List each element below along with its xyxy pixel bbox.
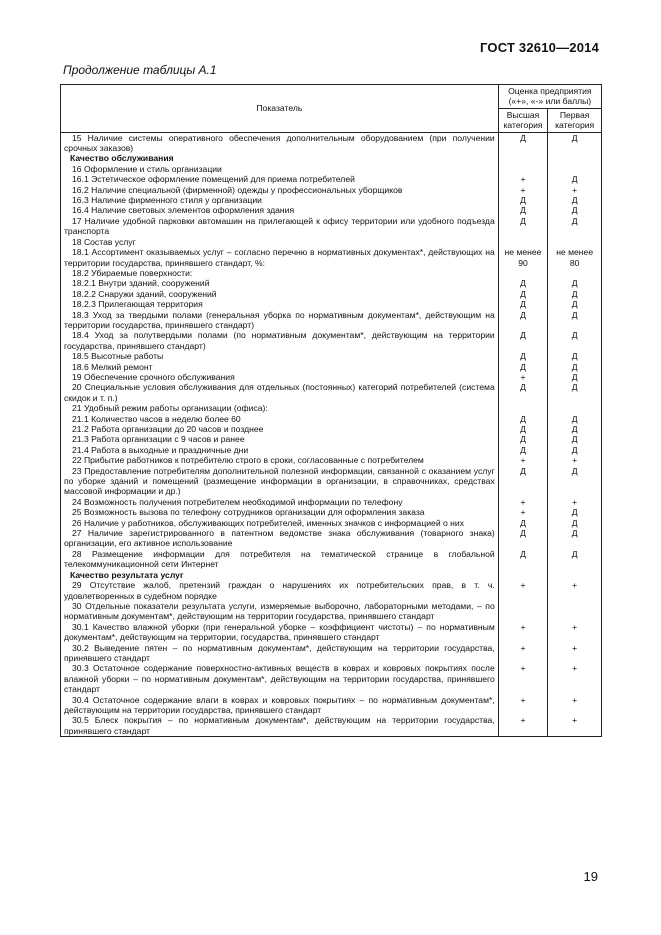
table-row [61,382,602,403]
indicator-text: 21 Удобный режим работы организации (офиса): [72,403,268,414]
section-row [61,570,602,580]
table-row [61,278,602,288]
indicator-text: 21.2 Работа организации до 20 часов и позднее [72,424,264,434]
rating-column-header: Оценка предприятия («+», «-» или баллы) [498,85,601,109]
first-category-value: + [548,663,602,694]
first-category-value: + [548,695,602,716]
highest-category-value: Д [498,299,548,309]
indicator-cell [61,362,499,372]
first-category-value: Д [548,382,602,403]
indicator-cell [61,507,499,517]
indicator-cell [61,382,499,403]
table-row [61,518,602,528]
highest-category-value: Д [498,424,548,434]
indicator-cell [61,174,499,184]
first-category-value: Д [548,414,602,424]
document-code: ГОСТ 32610—2014 [480,40,599,55]
highest-category-value: Д [498,445,548,455]
highest-category-value: + [498,174,548,184]
indicator-text: 18.6 Мелкий ремонт [72,361,153,372]
indicator-text: 30.4 Остаточное содержание влаги в коврах и ковровых покрытиях – по нормативным документам*, действующим на территории государства, принявшего стандарт [64,694,495,715]
indicator-text: 29 Отсутствие жалоб, претензий граждан о нарушениях их потребительских прав, в т. ч. удовлетворенных в судебном порядке [64,580,495,601]
first-category-value: + [548,455,602,465]
table-body [61,132,602,737]
table-row [61,310,602,331]
indicator-text: 16 Оформление и стиль организации [72,163,222,174]
section-title: Качество обслуживания [70,153,174,164]
first-category-value [548,237,602,247]
indicator-cell [61,195,499,205]
indicator-cell [61,466,499,497]
indicator-text: 30.3 Остаточное содержание поверхностно-активных веществ в коврах и ковровых покрытиях после влажной уборки – по нормативным документам*, действующим на территории государства, принявшего стандарт [64,663,495,695]
highest-category-value: Д [498,518,548,528]
highest-category-value: Д [498,289,548,299]
indicator-text: 27 Наличие зарегистрированного в патентном ведомстве знака обслуживания (товарного знака) организации, его активное использование [64,528,495,549]
indicator-cell [61,580,499,601]
first-category-value: Д [548,278,602,288]
first-category-value: Д [548,445,602,455]
first-category-value: Д [548,330,602,351]
first-category-value: Д [548,372,602,382]
first-category-value: Д [548,549,602,570]
highest-category-value: Д [498,351,548,361]
indicator-cell [61,528,499,549]
indicator-cell [61,663,499,694]
highest-category-value: + [498,455,548,465]
table-row [61,497,602,507]
table-row [61,362,602,372]
first-category-value [548,153,602,163]
table-row [61,643,602,664]
table-row [61,622,602,643]
highest-category-value: Д [498,195,548,205]
highest-category-value: + [498,185,548,195]
indicator-cell [61,434,499,444]
table-row [61,164,602,174]
indicator-cell [61,164,499,174]
first-category-value [548,403,602,413]
indicator-cell [61,185,499,195]
indicator-text: 23 Предоставление потребителям дополнительной полезной информации, связанной с оказанием услуг по уборке зданий и помещений (размещение информации в организации, в справочниках, средствах массовой информации и др.) [64,465,495,497]
indicator-text: 21.4 Работа в выходные и праздничные дни [72,444,249,455]
indicator-cell [61,549,499,570]
table-row [61,289,602,299]
indicator-text: 18.2.3 Прилегающая территория [72,299,203,310]
highest-category-header: Высшая категория [498,108,548,132]
indicator-cell [61,643,499,664]
indicator-text: 19 Обеспечение срочного обслуживания [72,371,235,382]
highest-category-value: + [498,643,548,664]
indicator-cell [61,518,499,528]
indicator-cell [61,715,499,736]
first-category-value: Д [548,466,602,497]
table-row [61,455,602,465]
indicator-text: 16.2 Наличие специальной (фирменной) одежды у профессиональных уборщиков [72,184,403,195]
highest-category-value [498,164,548,174]
table-row [61,466,602,497]
indicator-text: 18.3 Уход за твердыми полами (генеральная уборка по нормативным документам*, действующим на территории государства, принявшего стандарт) [64,309,495,330]
highest-category-value: Д [498,434,548,444]
indicator-cell [61,351,499,361]
highest-category-value: + [498,715,548,736]
highest-category-value: + [498,580,548,601]
indicator-text: 26 Наличие у работников, обслуживающих потребителей, именных значков с информацией о них [72,517,465,528]
highest-category-value: Д [498,330,548,351]
table-row [61,268,602,278]
first-category-value: + [548,580,602,601]
first-category-value: Д [548,205,602,215]
table-row [61,330,602,351]
table-row [61,601,602,622]
indicator-text: 30 Отдельные показатели результата услуги, измеряемые выборочно, лабораторными методами, – по нормативным документам*, действующим на территории государства, принявшего стандарт [64,600,495,622]
highest-category-value: Д [498,528,548,549]
table-row [61,185,602,195]
indicator-text: 28 Размещение информации для потребителя на тематической странице в глобальной телекоммуникационной сети Интернет [64,548,495,570]
first-category-value: Д [548,507,602,517]
indicator-text: 16.3 Наличие фирменного стиля у организации [72,195,262,206]
highest-category-value: + [498,695,548,716]
section-row [61,153,602,163]
indicator-cell [61,424,499,434]
table-row [61,434,602,444]
table-row [61,351,602,361]
indicator-cell [61,268,499,278]
highest-category-value: + [498,622,548,643]
first-category-value: + [548,185,602,195]
first-category-value: Д [548,424,602,434]
indicator-text: 18.5 Высотные работы [72,351,164,362]
table-row [61,549,602,570]
table-row [61,663,602,694]
table-row [61,195,602,205]
indicator-cell [61,278,499,288]
first-category-value: Д [548,351,602,361]
first-category-header: Первая категория [548,108,602,132]
first-category-value: Д [548,299,602,309]
table-row [61,299,602,309]
table-row [61,132,602,153]
highest-category-value: Д [498,414,548,424]
indicator-cell [61,237,499,247]
table-row [61,174,602,184]
highest-category-value [498,403,548,413]
indicator-text: 30.1 Качество влажной уборки (при генеральной уборке – коэффициент чистоты) – по нормативным документам*, действующим на территории, государства, принявшего стандарт [64,621,495,643]
indicator-text: 15 Наличие системы оперативного обеспечения дополнительным оборудованием (при получении срочных заказов) [64,132,495,154]
highest-category-value [498,153,548,163]
first-category-value: Д [548,174,602,184]
first-category-value: + [548,497,602,507]
highest-category-value: Д [498,549,548,570]
table-row [61,414,602,424]
indicator-cell [61,153,499,163]
table-row [61,528,602,549]
first-category-value: + [548,715,602,736]
indicator-text: 18 Состав услуг [72,236,136,247]
indicator-text: 30.2 Выведение пятен – по нормативным документам*, действующим на территории государства, принявшего стандарт [64,642,495,663]
first-category-value: Д [548,310,602,331]
table-continuation-caption: Продолжение таблицы А.1 [63,63,217,77]
first-category-value [548,601,602,622]
indicator-cell [61,497,499,507]
section-title: Качество результата услуг [70,569,184,580]
highest-category-value [498,570,548,580]
indicator-cell [61,372,499,382]
indicator-cell [61,403,499,413]
indicator-text: 22 Прибытие работников к потребителю строго в сроки, согласованные с потребителем [72,455,424,466]
indicator-cell [61,455,499,465]
first-category-value: + [548,622,602,643]
highest-category-value: не менее 90 [498,247,548,268]
page-number: 19 [583,869,598,884]
indicator-text: 25 Возможность вызова по телефону сотрудников организации для оформления заказа [72,507,425,518]
indicator-cell [61,247,499,268]
highest-category-value [498,268,548,278]
indicator-text: 18.4 Уход за полутвердыми полами (по нормативным документам*, действующим на территории государства, принявшего стандарт) [64,330,495,351]
highest-category-value: Д [498,278,548,288]
indicator-text: 20 Специальные условия обслуживания для отдельных (постоянных) категорий потребителей (система скидок и т. п.) [64,382,495,403]
indicator-text: 24 Возможность получения потребителем необходимой информации по телефону [72,496,403,507]
indicator-cell [61,695,499,716]
first-category-value [548,164,602,174]
highest-category-value: Д [498,362,548,372]
table-row [61,237,602,247]
first-category-value: Д [548,362,602,372]
first-category-value: Д [548,518,602,528]
indicator-text: 16.1 Эстетическое оформление помещений для приема потребителей [72,174,355,185]
table-row [61,695,602,716]
first-category-value: Д [548,289,602,299]
table-row [61,715,602,736]
table-row [61,507,602,517]
indicator-cell [61,216,499,237]
first-category-value: Д [548,195,602,205]
table-row [61,403,602,413]
table-row [61,247,602,268]
indicator-text: 30.5 Блеск покрытия – по нормативным документам*, действующим на территории государства, принявшего стандарт [64,715,495,736]
indicator-text: 16.4 Наличие световых элементов оформления здания [72,205,295,216]
table-row [61,580,602,601]
highest-category-value [498,601,548,622]
indicator-cell [61,601,499,622]
indicator-cell [61,310,499,331]
indicator-text: 21.1 Количество часов в неделю более 60 [72,413,241,424]
indicator-text: 18.2.1 Внутри зданий, сооружений [72,278,210,289]
highest-category-value: Д [498,466,548,497]
first-category-value [548,570,602,580]
indicator-text: 18.1 Ассортимент оказываемых услуг – согласно перечню в нормативных документах*, действующих на территории государства, принявшего стандарт, %: [64,247,495,268]
first-category-value: Д [548,528,602,549]
first-category-value: Д [548,132,602,153]
highest-category-value: Д [498,310,548,331]
indicator-text: 17 Наличие удобной парковки автомашин на прилегающей к офису территории или удобного подъезда транспорта [64,215,495,237]
highest-category-value: Д [498,132,548,153]
indicator-text: 21.3 Работа организации с 9 часов и ранее [72,434,245,445]
indicator-cell [61,299,499,309]
highest-category-value: + [498,507,548,517]
table-row [61,205,602,215]
indicator-cell [61,289,499,299]
indicator-column-header: Показатель [61,85,499,133]
indicator-cell [61,622,499,643]
table-row [61,424,602,434]
first-category-value: + [548,643,602,664]
table-row [61,372,602,382]
highest-category-value: Д [498,216,548,237]
indicator-cell [61,330,499,351]
quality-indicators-table [60,84,602,737]
highest-category-value: Д [498,205,548,215]
indicator-text: 18.2.2 Снаружи зданий, сооружений [72,288,217,299]
indicator-cell [61,445,499,455]
highest-category-value: + [498,663,548,694]
first-category-value [548,268,602,278]
highest-category-value: Д [498,382,548,403]
highest-category-value [498,237,548,247]
first-category-value: не менее 80 [548,247,602,268]
indicator-text: 18.2 Убираемые поверхности: [72,267,193,278]
table-row [61,445,602,455]
first-category-value: Д [548,434,602,444]
highest-category-value: + [498,497,548,507]
first-category-value: Д [548,216,602,237]
table-row [61,216,602,237]
indicator-cell [61,414,499,424]
indicator-cell [61,570,499,580]
highest-category-value: + [498,372,548,382]
indicator-cell [61,205,499,215]
indicator-cell [61,132,499,153]
